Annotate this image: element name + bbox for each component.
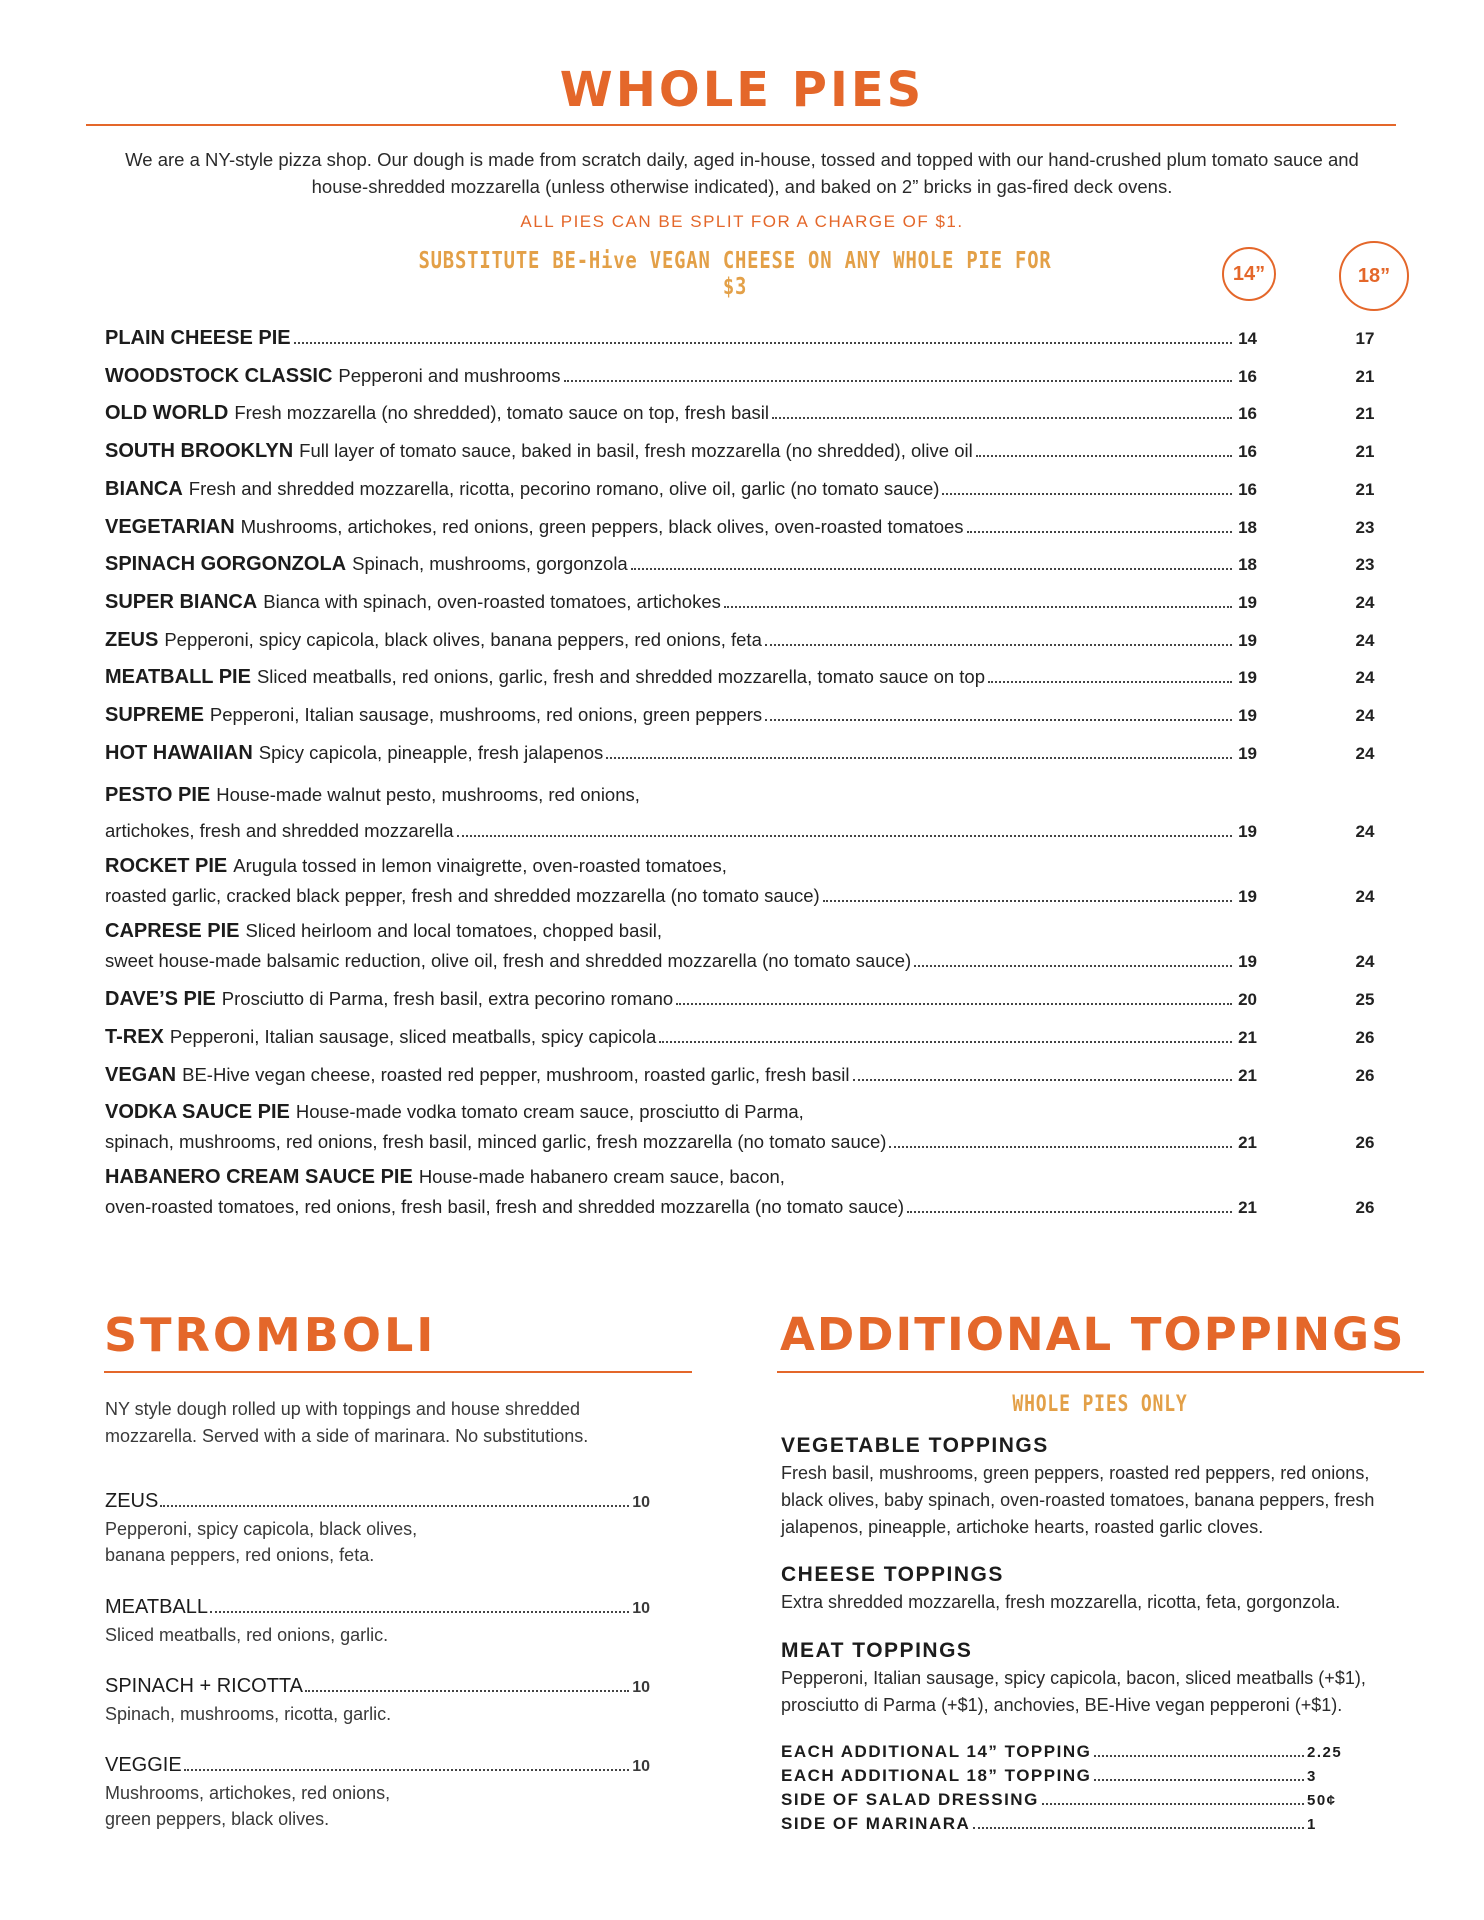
pie-price-18: 24 — [1355, 743, 1375, 763]
pie-price-14: 19 — [1238, 668, 1257, 688]
pie-price-14: 16 — [1238, 479, 1257, 499]
pie-price-18: 24 — [1355, 952, 1375, 972]
pie-item-desc: Sliced meatballs, red onions, garlic, fresh and shredded mozzarella, tomato sauce on top — [256, 666, 986, 688]
extra-charge-row — [781, 1740, 1341, 1764]
pie-item-desc-2: roasted garlic, cracked black pepper, fresh and shredded mozzarella (no tomato sauce) — [105, 885, 820, 907]
pie-item-row — [105, 1192, 1257, 1223]
pie-item-name: VODKA SAUCE PIE — [105, 1100, 290, 1123]
pie-item-name: VEGETARIAN — [105, 515, 235, 538]
pie-item-row — [105, 816, 1257, 847]
pie-item-row — [105, 546, 1257, 584]
pie-item — [105, 320, 1385, 358]
pie-item — [105, 358, 1385, 396]
leader-dots — [659, 1041, 1232, 1043]
stromboli-item-desc: Spinach, mushrooms, ricotta, garlic. — [105, 1704, 392, 1724]
pie-price-14: 19 — [1238, 743, 1257, 763]
pie-item-desc: Pepperoni, spicy capicola, black olives, banana peppers, red onions, feta — [164, 628, 762, 650]
stromboli-item-desc-2: banana peppers, red onions, feta. — [105, 1545, 375, 1565]
pie-price-18: 25 — [1355, 990, 1375, 1010]
stromboli-item — [105, 1488, 650, 1568]
pie-item-name: SOUTH BROOKLYN — [105, 440, 294, 463]
pie-item-name: PLAIN CHEESE PIE — [105, 327, 291, 349]
pie-item-desc-2: oven-roasted tomatoes, red onions, fresh basil, fresh and shredded mozzarella (no tomato sauce) — [105, 1195, 905, 1217]
pie-item-desc: Spicy capicola, pineapple, fresh jalapenos — [258, 741, 604, 763]
whole-pies-only-note: WHOLE PIES ONLY — [1012, 1392, 1188, 1417]
pie-item — [105, 735, 1385, 773]
pie-item-name: MEATBALL PIE — [105, 666, 251, 689]
toppings-divider — [777, 1371, 1424, 1373]
pie-item-name: OLD WORLD — [105, 402, 229, 425]
pie-item-desc: House-made vodka tomato cream sauce, prosciutto di Parma, — [295, 1100, 804, 1122]
pie-item — [105, 916, 1385, 977]
pie-item — [105, 981, 1385, 1019]
pie-item — [105, 471, 1385, 509]
pie-price-14: 16 — [1238, 442, 1257, 462]
pie-item-row — [105, 358, 1257, 396]
stromboli-item-desc-2: green peppers, black olives. — [105, 1809, 330, 1829]
pie-item-desc-2: sweet house-made balsamic reduction, olive oil, fresh and shredded mozzarella (no tomato sauce) — [105, 950, 912, 972]
pie-item-first-line — [105, 1097, 1385, 1127]
pie-item-desc: Pepperoni and mushrooms — [338, 364, 561, 386]
pie-item-name: SPINACH GORGONZOLA — [105, 553, 347, 576]
leader-dots — [765, 644, 1232, 646]
pie-item-name: WOODSTOCK CLASSIC — [105, 364, 333, 387]
pie-item-desc: Spinach, mushrooms, gorgonzola — [352, 553, 628, 575]
whole-pies-title: WHOLE PIES — [559, 62, 925, 118]
stromboli-item-desc: Pepperoni, spicy capicola, black olives, — [105, 1519, 418, 1539]
pie-item-row — [105, 509, 1257, 547]
pie-price-18: 17 — [1355, 329, 1375, 348]
pie-item-first-line — [105, 774, 1385, 816]
pie-item-first-line — [105, 916, 1385, 946]
pie-item-desc: Pepperoni, Italian sausage, sliced meatballs, spicy capicola — [169, 1026, 657, 1048]
stromboli-item-price: 10 — [632, 1494, 650, 1511]
pie-price-18: 21 — [1355, 442, 1375, 462]
meat-toppings-heading: MEAT TOPPINGS — [781, 1639, 973, 1662]
extra-charge-price: 1 — [1307, 1816, 1317, 1833]
leader-dots — [631, 568, 1232, 570]
pie-item-desc: House-made habanero cream sauce, bacon, — [418, 1165, 785, 1187]
pie-item-desc: Sliced heirloom and local tomatoes, chopped basil, — [245, 920, 662, 942]
pie-item-desc: Prosciutto di Parma, fresh basil, extra pecorino romano — [221, 988, 674, 1010]
extra-charges — [781, 1740, 1341, 1836]
pie-item — [105, 1162, 1385, 1223]
toppings-title: ADDITIONAL TOPPINGS — [780, 1308, 1406, 1361]
pie-item-desc: Bianca with spinach, oven-roasted tomatoes, artichokes — [263, 590, 721, 612]
leader-dots — [606, 757, 1232, 759]
leader-dots — [724, 606, 1232, 608]
pie-item-row — [105, 320, 1257, 358]
pie-item-desc: BE-Hive vegan cheese, roasted red pepper, mushroom, roasted garlic, fresh basil — [182, 1063, 850, 1085]
cheese-toppings-heading: CHEESE TOPPINGS — [781, 1563, 1004, 1586]
pie-price-14: 21 — [1238, 1197, 1257, 1217]
leader-dots — [976, 455, 1232, 457]
pie-price-18: 24 — [1355, 822, 1375, 842]
stromboli-item-price: 10 — [632, 1679, 650, 1696]
pie-price-14: 19 — [1238, 822, 1257, 842]
pie-price-18: 24 — [1355, 630, 1375, 650]
pie-item-desc-2: spinach, mushrooms, red onions, fresh basil, minced garlic, fresh mozzarella (no tomato sauce) — [105, 1130, 887, 1152]
pie-price-18: 26 — [1355, 1065, 1375, 1085]
pie-item — [105, 774, 1385, 847]
extra-charge-label: EACH ADDITIONAL 14” TOPPING — [781, 1742, 1092, 1761]
stromboli-item — [105, 1594, 650, 1648]
pie-price-14: 16 — [1238, 366, 1257, 386]
pie-item-desc: Arugula tossed in lemon vinaigrette, oven-roasted tomatoes, — [233, 855, 727, 877]
pie-price-18: 26 — [1355, 1197, 1375, 1217]
pie-item — [105, 1097, 1385, 1158]
pie-item-name: ROCKET PIE — [105, 855, 228, 878]
stromboli-item-price: 10 — [632, 1758, 650, 1775]
pie-item-row — [105, 622, 1257, 660]
pie-item-row — [105, 659, 1257, 697]
pie-item-row — [105, 584, 1257, 622]
vegetable-toppings-text: Fresh basil, mushrooms, green peppers, roasted red peppers, red onions, black olives, baby spinach, oven-roasted tomatoes, banana peppers, fresh jalapenos, pineapple, artichoke hearts, roasted garlic cloves. — [781, 1463, 1375, 1537]
leader-dots — [1094, 1755, 1304, 1757]
pie-price-14: 19 — [1238, 592, 1257, 612]
pie-item-name: BIANCA — [105, 477, 183, 500]
leader-dots — [772, 417, 1232, 419]
stromboli-divider — [104, 1371, 692, 1373]
pie-price-14: 16 — [1238, 404, 1257, 424]
pie-item-name: SUPER BIANCA — [105, 590, 258, 613]
vegetable-toppings — [781, 1432, 1401, 1541]
stromboli-item-name: VEGGIE — [105, 1754, 182, 1776]
pie-price-14: 21 — [1238, 1028, 1257, 1048]
pie-item-name: T-REX — [105, 1026, 164, 1049]
leader-dots — [210, 1611, 629, 1613]
size-18-badge: 18” — [1339, 241, 1409, 311]
pie-item — [105, 433, 1385, 471]
pie-item — [105, 509, 1385, 547]
cheese-toppings-text: Extra shredded mozzarella, fresh mozzarella, ricotta, feta, gorgonzola. — [781, 1592, 1341, 1612]
pie-item-row — [105, 881, 1257, 912]
pie-item — [105, 1019, 1385, 1057]
pie-price-14: 19 — [1238, 630, 1257, 650]
extra-charge-label: EACH ADDITIONAL 18” TOPPING — [781, 1766, 1092, 1785]
pie-price-14: 19 — [1238, 706, 1257, 726]
pie-item — [105, 697, 1385, 735]
pie-item-desc: Mushrooms, artichokes, red onions, green peppers, black olives, oven-roasted tomatoes — [240, 515, 964, 537]
vegetable-toppings-heading: VEGETABLE TOPPINGS — [781, 1434, 1049, 1457]
pie-item — [105, 659, 1385, 697]
leader-dots — [305, 1690, 629, 1692]
leader-dots — [184, 1769, 630, 1771]
pie-price-14: 19 — [1238, 952, 1257, 972]
leader-dots — [823, 900, 1232, 902]
split-note: ALL PIES CAN BE SPLIT FOR A CHARGE OF $1. — [520, 212, 964, 231]
leader-dots — [889, 1146, 1232, 1148]
pie-price-14: 14 — [1238, 329, 1257, 348]
size-14-badge: 14” — [1222, 247, 1276, 301]
extra-charge-row — [781, 1788, 1341, 1812]
pie-item — [105, 622, 1385, 660]
pie-item-row — [105, 981, 1257, 1019]
leader-dots — [973, 1827, 1304, 1829]
pie-price-18: 24 — [1355, 592, 1375, 612]
pie-price-18: 26 — [1355, 1132, 1375, 1152]
extra-charge-row — [781, 1812, 1341, 1836]
pie-price-14: 21 — [1238, 1132, 1257, 1152]
pie-price-18: 24 — [1355, 668, 1375, 688]
pie-item-desc: Fresh and shredded mozzarella, ricotta, pecorino romano, olive oil, garlic (no tomato sauce) — [188, 477, 940, 499]
stromboli-item — [105, 1752, 650, 1832]
leader-dots — [457, 835, 1232, 837]
pie-item — [105, 584, 1385, 622]
leader-dots — [294, 342, 1232, 344]
leader-dots — [1094, 1779, 1304, 1781]
stromboli-title: STROMBOLI — [104, 1308, 437, 1362]
leader-dots — [907, 1211, 1232, 1213]
stromboli-item — [105, 1673, 650, 1727]
pie-item-first-line — [105, 1162, 1385, 1192]
extra-charge-row — [781, 1764, 1341, 1788]
stromboli-item-name: MEATBALL — [105, 1596, 208, 1618]
meat-toppings — [781, 1637, 1401, 1719]
leader-dots — [914, 965, 1232, 967]
pie-item-row — [105, 735, 1257, 773]
leader-dots — [765, 719, 1232, 721]
stromboli-item-name: ZEUS — [105, 1490, 159, 1512]
whole-pies-intro: We are a NY-style pizza shop. Our dough is made from scratch daily, aged in-house, tossed and topped with our hand-crushed plum tomato sauce and house-shredded mozzarella (unless otherwise indicated), and baked on 2” bricks in gas-fired deck ovens. — [125, 149, 1359, 197]
pie-item-desc-2: artichokes, fresh and shredded mozzarella — [105, 820, 454, 842]
pie-price-18: 21 — [1355, 366, 1375, 386]
pie-price-14: 20 — [1238, 990, 1257, 1010]
stromboli-intro: NY style dough rolled up with toppings and house shredded mozzarella. Served with a side of marinara. No substitutions. — [105, 1399, 589, 1446]
pie-item-name: DAVE’S PIE — [105, 988, 216, 1011]
pie-item-desc: Full layer of tomato sauce, baked in basil, fresh mozzarella (no shredded), olive oil — [299, 440, 973, 462]
extra-charge-label: SIDE OF MARINARA — [781, 1814, 971, 1833]
pie-item-name: VEGAN — [105, 1063, 177, 1086]
extra-charge-label: SIDE OF SALAD DRESSING — [781, 1790, 1039, 1809]
pie-item — [105, 1057, 1385, 1095]
pie-item-name: ZEUS — [105, 628, 159, 651]
pie-item-desc: House-made walnut pesto, mushrooms, red onions, — [216, 784, 640, 806]
pie-item-row — [105, 697, 1257, 735]
leader-dots — [967, 531, 1232, 533]
pie-price-18: 21 — [1355, 479, 1375, 499]
stromboli-item-desc: Mushrooms, artichokes, red onions, — [105, 1783, 391, 1803]
pie-item-row — [105, 471, 1257, 509]
pie-item-row — [105, 433, 1257, 471]
whole-pies-divider — [86, 124, 1396, 126]
extra-charge-price: 50¢ — [1307, 1792, 1337, 1809]
pie-item — [105, 851, 1385, 912]
pie-item — [105, 546, 1385, 584]
whole-pies-list — [105, 320, 1385, 1227]
pie-price-14: 18 — [1238, 555, 1257, 575]
pie-price-14: 21 — [1238, 1065, 1257, 1085]
pie-price-18: 23 — [1355, 517, 1375, 537]
stromboli-item-desc: Sliced meatballs, red onions, garlic. — [105, 1625, 389, 1645]
pie-price-18: 24 — [1355, 887, 1375, 907]
pie-price-18: 21 — [1355, 404, 1375, 424]
pie-price-18: 23 — [1355, 555, 1375, 575]
leader-dots — [564, 380, 1232, 382]
pie-price-14: 19 — [1238, 887, 1257, 907]
leader-dots — [160, 1505, 629, 1507]
extra-charge-price: 2.25 — [1307, 1744, 1343, 1761]
leader-dots — [942, 493, 1232, 495]
pie-item-first-line — [105, 851, 1385, 881]
pie-item-name: CAPRESE PIE — [105, 920, 240, 943]
pie-item-row — [105, 1019, 1257, 1057]
pie-price-18: 26 — [1355, 1028, 1375, 1048]
pie-item-row — [105, 1057, 1257, 1095]
leader-dots — [676, 1003, 1232, 1005]
pie-item-desc: Fresh mozzarella (no shredded), tomato sauce on top, fresh basil — [234, 402, 770, 424]
pie-item-name: SUPREME — [105, 704, 204, 727]
pie-price-18: 24 — [1355, 706, 1375, 726]
stromboli-item-price: 10 — [632, 1600, 650, 1617]
leader-dots — [988, 681, 1232, 683]
pie-item-row — [105, 946, 1257, 977]
meat-toppings-text: Pepperoni, Italian sausage, spicy capicola, bacon, sliced meatballs (+$1), prosciutto di Parma (+$1), anchovies, BE-Hive vegan pepperoni (+$1). — [781, 1668, 1366, 1715]
pie-item-desc: Pepperoni, Italian sausage, mushrooms, red onions, green peppers — [209, 704, 763, 726]
extra-charge-price: 3 — [1307, 1768, 1317, 1785]
pie-price-14: 18 — [1238, 517, 1257, 537]
leader-dots — [853, 1079, 1233, 1081]
vegan-note: SUBSTITUTE BE-Hive VEGAN CHEESE ON ANY WHOLE PIE FOR $3 — [418, 248, 1052, 300]
pie-item — [105, 395, 1385, 433]
pie-item-row — [105, 395, 1257, 433]
pie-item-name: HABANERO CREAM SAUCE PIE — [105, 1165, 413, 1188]
cheese-toppings — [781, 1561, 1401, 1616]
leader-dots — [1042, 1803, 1304, 1805]
pie-item-name: HOT HAWAIIAN — [105, 741, 253, 764]
pie-item-row — [105, 1127, 1257, 1158]
stromboli-item-name: SPINACH + RICOTTA — [105, 1675, 303, 1697]
pie-item-name: PESTO PIE — [105, 784, 211, 807]
